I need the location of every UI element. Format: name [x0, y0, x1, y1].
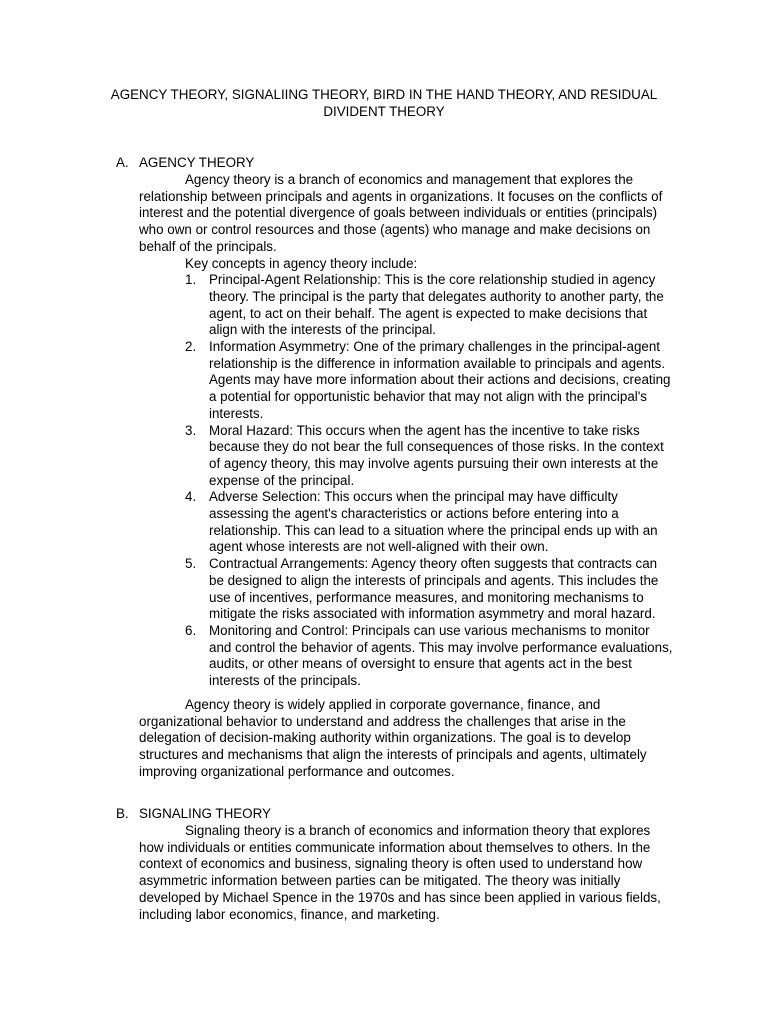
list-item [185, 556, 674, 623]
list-intro: Key concepts in agency theory include: [185, 255, 418, 271]
list-item [185, 489, 674, 556]
list-item-text: Monitoring and Control: Principals can use various mechanisms to monitor and control the behavior of agents. This may involve performance evaluations, audits, or other means of oversight to ensure that agents act in the best interests of the principals. [209, 622, 673, 689]
document-title [80, 87, 688, 120]
section-title: AGENCY THEORY [139, 155, 255, 170]
list-number: 5. [185, 556, 197, 572]
section-letter: B. [116, 806, 129, 821]
title-line-1: AGENCY THEORY, SIGNALIING THEORY, BIRD IN THE HAND THEORY, AND RESIDUAL [110, 87, 658, 102]
list-number: 1. [185, 272, 197, 288]
list-item-text: Principal-Agent Relationship: This is the core relationship studied in agency theory. The principal is the party that delegates authority to another party, the agent, to act on their behalf. The agent is expected to make decisions that align with the interests of the principal. [209, 272, 664, 338]
list-item-text: Contractual Arrangements: Agency theory often suggests that contracts can be designed to align the interests of principals and agents. This includes the use of incentives, performance measures, and monitoring mechanisms to mitigate the risks associated with information asymmetry and moral hazard. [209, 556, 659, 622]
list-item-text: Moral Hazard: This occurs when the agent has the incentive to take risks because they do not bear the full consequences of those risks. In the context of agency theory, this may involve agents pursuing their own interests at the expense of the principal. [209, 422, 664, 488]
section-intro-paragraph: Agency theory is a branch of economics and management that explores the relationship between principals and agents in organizations. It focuses on the conflicts of interest and the potential divergence of goals between individuals or entities (principals) who own or control resources and those (agents) who manage and make decisions on behalf of the principals. [139, 172, 663, 254]
section-heading [0, 806, 768, 823]
title-line-2: DIVIDENT THEORY [323, 103, 445, 119]
key-concepts-list [0, 272, 768, 690]
section-letter: A. [116, 155, 129, 170]
list-number: 3. [185, 422, 197, 438]
list-item-text: Information Asymmetry: One of the primary challenges in the principal-agent relationship is the difference in information available to principals and agents. Agents may have more information about their actions and decisions, creating a potential for opportunistic behavior that may not align with the principal's interests. [209, 339, 671, 421]
list-number: 6. [185, 622, 197, 638]
section-heading [0, 155, 768, 172]
list-item [185, 422, 674, 490]
section-intro-paragraph: Signaling theory is a branch of economics and information theory that explores how individuals or entities communicate information about themselves to others. In the context of economics and business, signaling theory is often used to understand how asymmetric information between parties can be mitigated. The theory was initially developed by Michael Spence in the 1970s and has since been applied in various fields, including labor economics, finance, and marketing. [139, 823, 661, 922]
list-item [185, 622, 674, 690]
list-number: 2. [185, 339, 197, 355]
list-number: 4. [185, 489, 197, 505]
spacer [0, 690, 768, 697]
list-item [185, 339, 674, 423]
list-item-text: Adverse Selection: This occurs when the principal may have difficulty assessing the agent's characteristics or actions before entering into a relationship. This can lead to a situation where the principal ends up with an agent whose interests are not well-aligned with their own. [209, 489, 658, 555]
list-item [185, 272, 674, 339]
section-closing-paragraph: Agency theory is widely applied in corporate governance, finance, and organizational behavior to understand and address the challenges that arise in the delegation of decision-making authority within organizations. The goal is to develop structures and mechanisms that align the interests of principals and agents, ultimately improving organizational performance and outcomes. [139, 696, 647, 779]
section-title: SIGNALING THEORY [139, 806, 271, 821]
section-agency-theory [0, 155, 768, 780]
section-signaling-theory [0, 806, 768, 923]
